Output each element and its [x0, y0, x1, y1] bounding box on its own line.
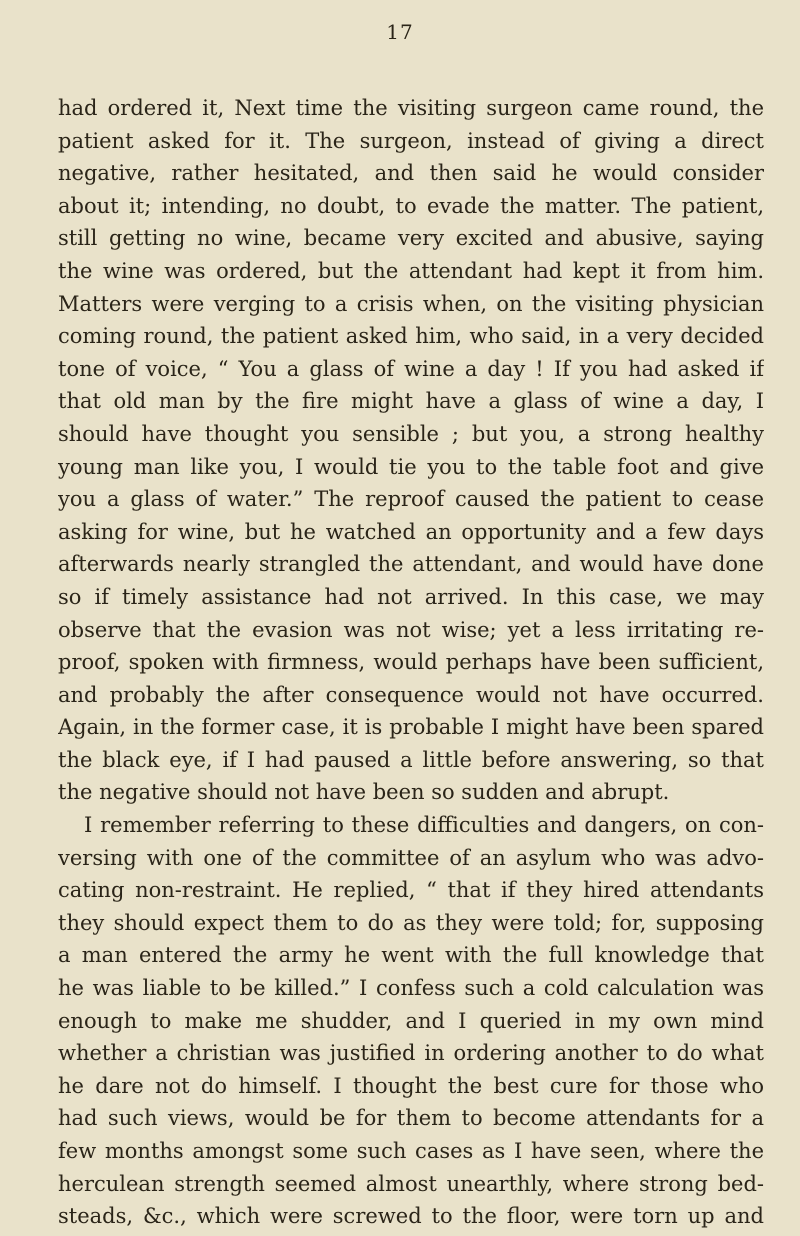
text-line: observe that the evasion was not wise; yet a less irritating re- [58, 617, 764, 642]
text-line: patient asked for it. The surgeon, instead of giving a direct [58, 128, 764, 153]
text-line: the negative should not have been so sudden and abrupt. [58, 780, 670, 805]
text-line: herculean strength seemed almost unearthly, where strong bed- [58, 1171, 764, 1196]
text-line: Matters were verging to a crisis when, on the visiting physician [58, 291, 764, 316]
text-line: young man like you, I would tie you to the table foot and give [58, 454, 764, 479]
text-line: afterwards nearly strangled the attendant, and would have done [58, 552, 764, 577]
text-line: so if timely assistance had not arrived. In this case, we may [58, 584, 764, 609]
text-line: he was liable to be killed.” I confess such a cold calculation was [58, 976, 764, 1001]
text-line: cating non-restraint. He replied, “ that if they hired attendants [58, 878, 764, 903]
text-line: few months amongst some such cases as I have seen, where the [58, 1139, 764, 1163]
text-line: Again, in the former case, it is probable I might have been spared [58, 715, 764, 740]
page-number: 17 [386, 20, 414, 44]
text-line: whether a christian was justified in ordering another to do what [58, 1041, 764, 1066]
text-line: enough to make me shudder, and I queried in my own mind [58, 1008, 764, 1033]
text-line: proof, spoken with firmness, would perhaps have been sufficient, [58, 650, 764, 675]
text-line: I remember referring to these difficulties and dangers, on con- [84, 813, 764, 838]
text-line: that old man by the fire might have a glass of wine a day, I [58, 389, 764, 414]
text-line: he dare not do himself. I thought the best cure for those who [58, 1073, 764, 1098]
text-line: negative, rather hesitated, and then said he would consider [58, 161, 764, 186]
text-line: about it; intending, no doubt, to evade the matter. The patient, [58, 193, 764, 218]
text-line: should have thought you sensible ; but you, a strong healthy [58, 421, 764, 446]
text-line: the black eye, if I had paused a little before answering, so that [58, 747, 764, 772]
text-line: asking for wine, but he watched an opportunity and a few days [58, 519, 764, 544]
text-line: tone of voice, “ You a glass of wine a day ! If you had asked if [58, 356, 764, 381]
text-line: a man entered the army he went with the full knowledge that [58, 943, 764, 968]
text-line: had such views, would be for them to become attendants for a [58, 1106, 764, 1131]
text-line: coming round, the patient asked him, who said, in a very decided [58, 324, 764, 349]
text-line: steads, &c., which were screwed to the floor, were torn up and [58, 1204, 764, 1229]
text-line: versing with one of the committee of an asylum who was advo- [58, 845, 764, 870]
body-text [58, 92, 764, 1233]
text-line: had ordered it, Next time the visiting surgeon came round, the [58, 96, 764, 120]
text-line: and probably the after consequence would not have occurred. [58, 682, 764, 707]
text-line: they should expect them to do as they were told; for, supposing [58, 910, 764, 935]
text-line: still getting no wine, became very excited and abusive, saying [58, 226, 764, 251]
text-line: the wine was ordered, but the attendant had kept it from him. [58, 258, 764, 283]
text-line: you a glass of water.” The reproof caused the patient to cease [58, 487, 764, 512]
